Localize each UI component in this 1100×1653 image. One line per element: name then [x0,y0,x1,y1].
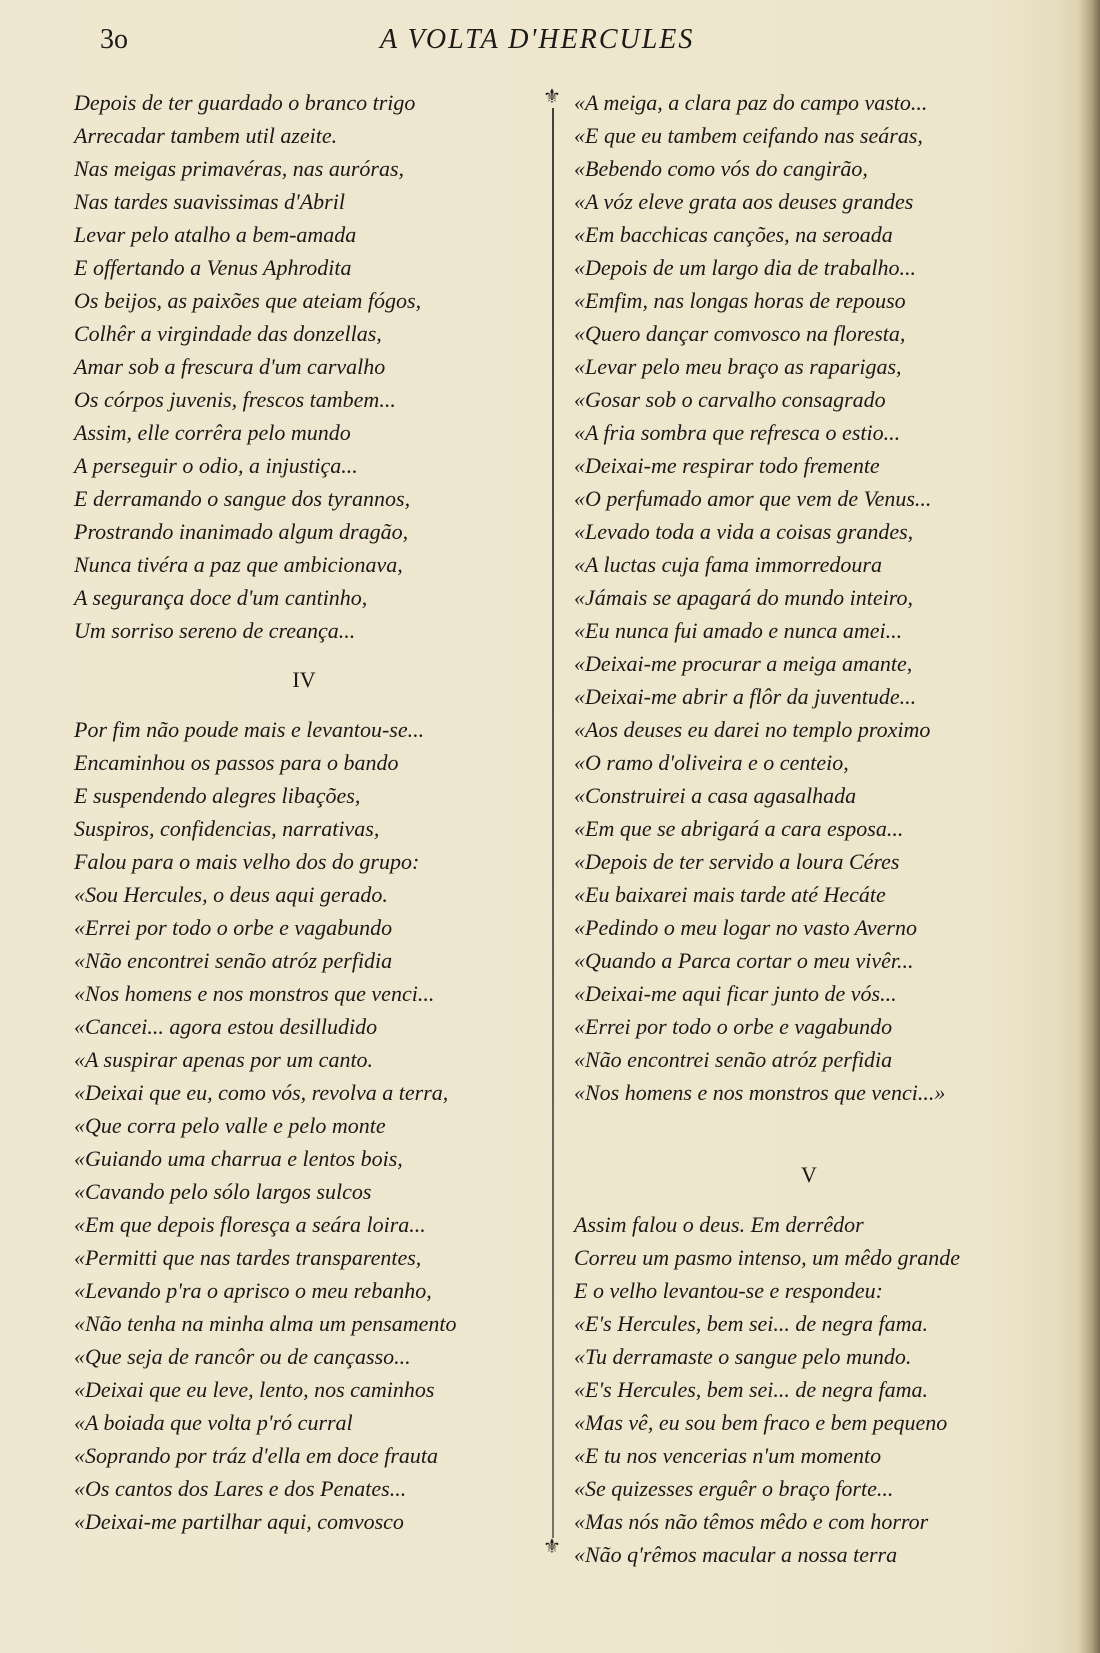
page-edge-shadow [1078,0,1100,1653]
poem-line: Amar sob a frescura d'um carvalho [74,354,386,379]
poem-line: «Não encontrei senão atróz perfidia [574,1047,893,1072]
poem-line: A perseguir o odio, a injustiça... [74,453,358,478]
poem-line: «Eu nunca fui amado e nunca amei... [574,618,903,643]
poem-line: «Não q'rêmos macular a nossa terra [574,1542,898,1567]
poem-line: «A meiga, a clara paz do campo vasto... [574,90,928,115]
ornament-bottom-icon: ⚜ [543,1534,561,1558]
poem-line: E offertando a Venus Aphrodita [74,255,352,280]
poem-line: Correu um pasmo intenso, um mêdo grande [574,1245,960,1270]
poem-line: «Aos deuses eu darei no templo proximo [574,717,931,742]
poem-line: «Errei por todo o orbe e vagabundo [74,915,393,940]
poem-line: E derramando o sangue dos tyrannos, [74,486,411,511]
poem-line: «Depois de ter servido a loura Céres [574,849,900,874]
poem-line: «A suspirar apenas por um canto. [74,1047,374,1072]
poem-line: «Em que depois floresça a seára loira... [74,1212,426,1237]
poem-line: «Emfim, nas longas horas de repouso [574,288,906,313]
poem-line: «Os cantos dos Lares e dos Penates... [74,1476,407,1501]
poem-line: «Guiando uma charrua e lentos bois, [74,1146,403,1171]
poem-line: «Deixai que eu, como vós, revolva a terra, [74,1080,449,1105]
poem-line: «Que seja de rancôr ou de cançasso... [74,1344,411,1369]
poem-line: Nas meigas primavéras, nas auróras, [74,156,405,181]
poem-line: Os beijos, as paixões que ateiam fógos, [74,288,422,313]
poem-line: «Cavando pelo sólo largos sulcos [74,1179,372,1204]
section-numeral-iv: IV [292,667,316,692]
poem-line: «Nos homens e nos monstros que venci...» [574,1080,946,1105]
poem-line: «Deixai-me abrir a flôr da juventude... [574,684,917,709]
section-numeral-v: V [801,1162,817,1187]
poem-line: «Depois de um largo dia de trabalho... [574,255,916,280]
poem-line: «E's Hercules, bem sei... de negra fama. [574,1377,928,1402]
poem-line: «A vóz eleve grata aos deuses grandes [574,189,914,214]
poem-line: «Se quizesses erguêr o braço forte... [574,1476,894,1501]
poem-line: A segurança doce d'um cantinho, [74,585,368,610]
poem-line: «Levado toda a vida a coisas grandes, [574,519,914,544]
poem-line: «O perfumado amor que vem de Venus... [574,486,932,511]
poem-line: Suspiros, confidencias, narrativas, [74,816,380,841]
right-stanza-top [574,86,1044,1109]
poem-line: Falou para o mais velho dos do grupo: [74,849,420,874]
poem-line: «Construirei a casa agasalhada [574,783,857,808]
poem-line: «E que eu tambem ceifando nas seáras, [574,123,923,148]
poem-line: «Nos homens e nos monstros que venci... [74,981,435,1006]
poem-line: Encaminhou os passos para o bando [74,750,399,775]
page-header [0,22,1100,62]
poem-line: «Errei por todo o orbe e vagabundo [574,1014,893,1039]
poem-line: «O ramo d'oliveira e o centeio, [574,750,849,775]
poem-line: «Mas vê, eu sou bem fraco e bem pequeno [574,1410,948,1435]
poem-line: Assim falou o deus. Em derrêdor [574,1212,864,1237]
poem-line: «Quando a Parca cortar o meu vivêr... [574,948,914,973]
section-spacer [574,1109,1044,1142]
poem-line: «Levando p'ra o aprisco o meu rebanho, [74,1278,432,1303]
poem-line: Depois de ter guardado o branco trigo [74,90,416,115]
poem-line: «Deixai-me partilhar aqui, comvosco [74,1509,404,1534]
poem-line: Arrecadar tambem util azeite. [74,123,338,148]
poem-line: «Em que se abrigará a cara esposa... [574,816,904,841]
poem-line: «Jámais se apagará do mundo inteiro, [574,585,913,610]
poem-line: «Soprando por tráz d'ella em doce frauta [74,1443,439,1468]
poem-line: «Mas nós não têmos mêdo e com horror [574,1509,929,1534]
poem-line: Levar pelo atalho a bem-amada [74,222,357,247]
left-stanza-top [74,86,544,647]
poem-line: E o velho levantou-se e respondeu: [574,1278,883,1303]
page-number: 3o [100,24,128,55]
poem-line: «Deixai-me procurar a meiga amante, [574,651,913,676]
poem-line: Assim, elle corrêra pelo mundo [74,420,351,445]
running-title: A VOLTA D'HERCULES [380,24,695,55]
poem-line: «Gosar sob o carvalho consagrado [574,387,886,412]
poem-line: «A luctas cuja fama immorredoura [574,552,882,577]
poem-line: «Não encontrei senão atróz perfidia [74,948,393,973]
poem-line: Nas tardes suavissimas d'Abril [74,189,345,214]
poem-line: Prostrando inanimado algum dragão, [74,519,409,544]
poem-line: «Eu baixarei mais tarde até Hecáte [574,882,886,907]
poem-line: «Bebendo como vós do cangirão, [574,156,868,181]
poem-line: «Que corra pelo valle e pelo monte [74,1113,386,1138]
left-column [74,86,544,1538]
poem-line: «E's Hercules, bem sei... de negra fama. [574,1311,928,1336]
poem-line: «Sou Hercules, o deus aqui gerado. [74,882,388,907]
poem-line: «Quero dançar comvosco na floresta, [574,321,906,346]
poem-line: Os córpos juvenis, frescos tambem... [74,387,396,412]
poem-line: «Cancei... agora estou desilludido [74,1014,378,1039]
poem-line: «Deixai-me respirar todo fremente [574,453,880,478]
poem-line: «A boiada que volta p'ró curral [74,1410,353,1435]
poem-line: E suspendendo alegres libações, [74,783,361,808]
left-stanza-bottom [74,713,544,1538]
poem-line: Por fim não poude mais e levantou-se... [74,717,425,742]
poem-line: Nunca tivéra a paz que ambicionava, [74,552,403,577]
column-divider [552,108,554,1538]
poem-line: «Permitti que nas tardes transparentes, [74,1245,422,1270]
poem-line: «Não tenha na minha alma um pensamento [74,1311,457,1336]
poem-line: «Levar pelo meu braço as raparigas, [574,354,902,379]
poem-line: «A fria sombra que refresca o estio... [574,420,901,445]
poem-line: «Tu derramaste o sangue pelo mundo. [574,1344,912,1369]
poem-line: «Pedindo o meu logar no vasto Averno [574,915,917,940]
right-stanza-bottom [574,1208,1044,1571]
ornament-top-icon: ⚜ [543,84,561,108]
right-column [574,86,1044,1571]
poem-line: Um sorriso sereno de creança... [74,618,356,643]
poem-line: Colhêr a virgindade das donzellas, [74,321,382,346]
poem-line: «Em bacchicas canções, na seroada [574,222,893,247]
poem-line: «Deixai-me aqui ficar junto de vós... [574,981,897,1006]
poem-line: «E tu nos vencerias n'um momento [574,1443,882,1468]
poem-line: «Deixai que eu leve, lento, nos caminhos [74,1377,435,1402]
